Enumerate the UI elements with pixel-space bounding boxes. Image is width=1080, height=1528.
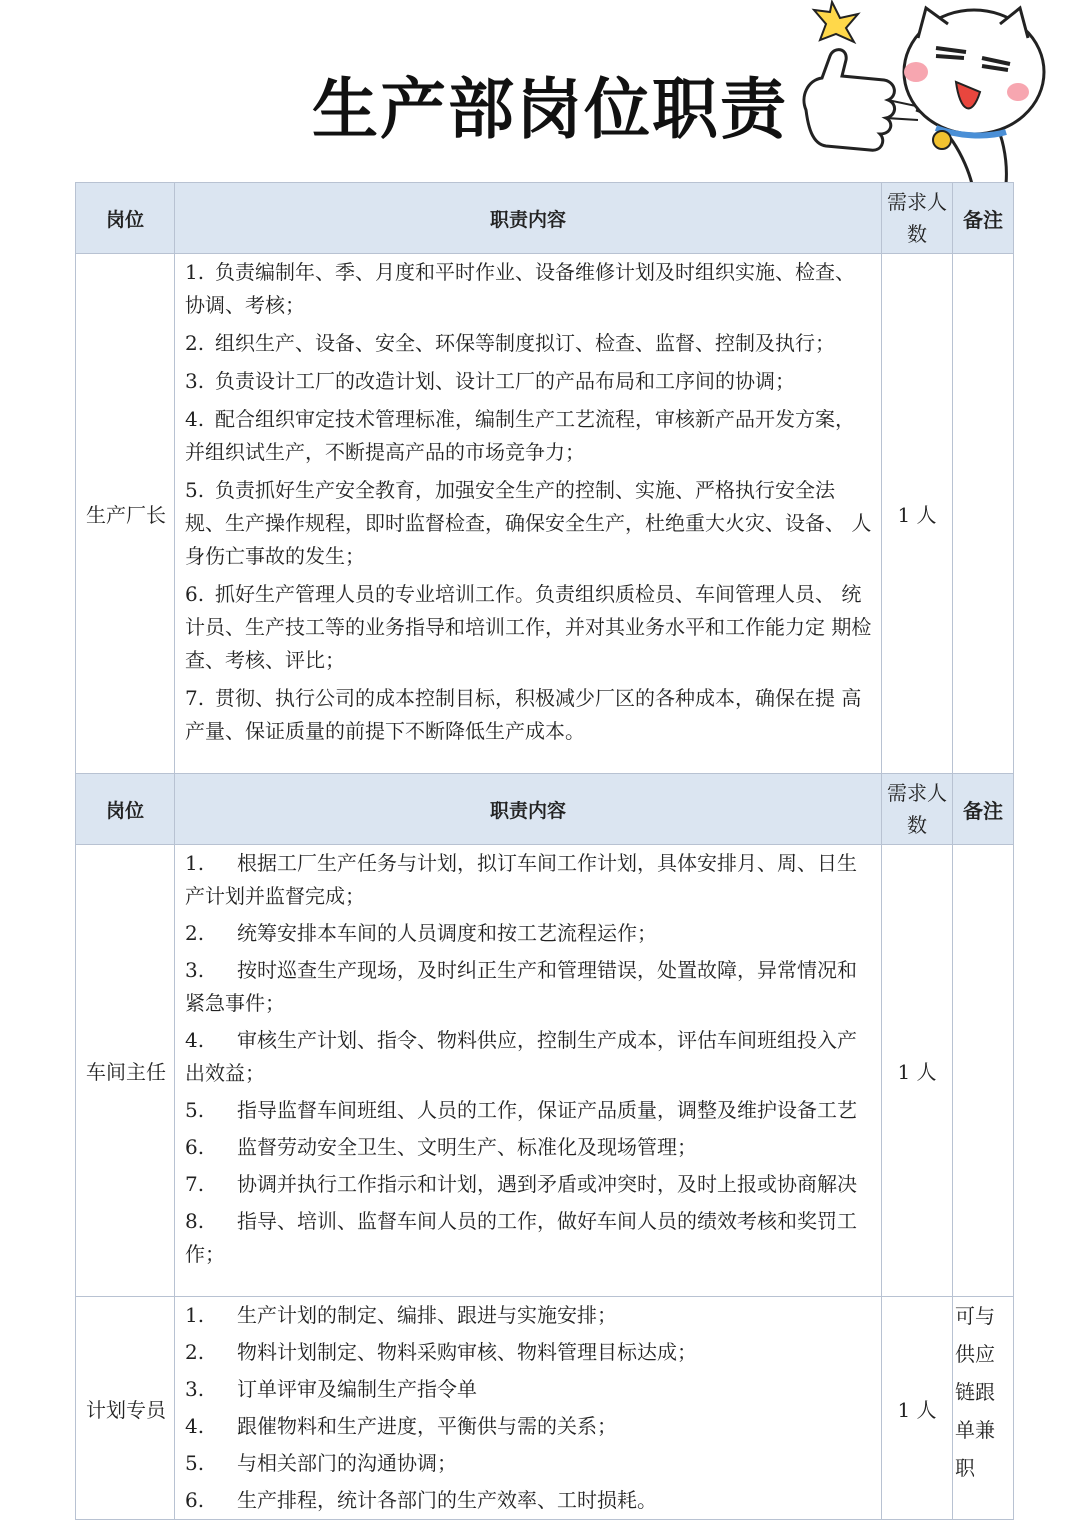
duty-item: 5. 负责抓好生产安全教育，加强安全生产的控制、实施、严格执行安全法 规、生产操作规程，即时监督检查，确保安全生产，杜绝重大火灾、设备、 人身伤亡事故的发生；: [185, 478, 872, 568]
duty-item: 4. 跟催物料和生产进度，平衡供与需的关系；: [185, 1414, 617, 1438]
table-row-planning-specialist: [76, 1297, 1014, 1520]
table-header-row: [76, 183, 1014, 254]
duty-item: 2. 统筹安排本车间的人员调度和按工艺流程运作；: [185, 921, 657, 945]
cartoon-cat-thumbs-up-icon: [796, 0, 1056, 184]
duty-item: 6. 抓好生产管理人员的专业培训工作。负责组织质检员、车间管理人员、 统计员、生产技工等的业务指导和培训工作，并对其业务水平和工作能力定 期检查、考核、评比；: [185, 582, 872, 672]
duties-list: [185, 256, 877, 748]
duty-item: 2. 物料计划制定、物料采购审核、物料管理目标达成；: [185, 1340, 697, 1364]
header-note: 备注: [953, 183, 1014, 254]
duties-list: [185, 847, 877, 1271]
duties-cell: [175, 1297, 882, 1520]
duty-item: 3. 负责设计工厂的改造计划、设计工厂的产品布局和工序间的协调；: [185, 369, 795, 393]
duties-cell: [175, 254, 882, 774]
header-duties: 职责内容: [175, 183, 882, 254]
duty-item: 3. 按时巡查生产现场，及时纠正生产和管理错误，处置故障，异常情况和 紧急事件；: [185, 958, 857, 1015]
duty-item: 4. 配合组织审定技术管理标准，编制生产工艺流程，审核新产品开发方案， 并组织试生产，不断提高产品的市场竞争力；: [185, 407, 855, 464]
need-count: 1 人: [882, 845, 953, 1297]
note-cell: [953, 845, 1014, 1297]
duties-list: [185, 1299, 877, 1517]
duty-item: 1. 根据工厂生产任务与计划，拟订车间工作计划，具体安排月、周、日生 产计划并监督完成；: [185, 851, 857, 908]
page-title: 生产部岗位职责: [312, 71, 788, 148]
duty-item: 7. 协调并执行工作指示和计划，遇到矛盾或冲突时，及时上报或协商解决: [185, 1172, 857, 1196]
header-need: 需求人数: [882, 183, 953, 254]
duties-table-container: [75, 182, 1013, 1520]
duty-item: 7. 贯彻、执行公司的成本控制目标，积极减少厂区的各种成本，确保在提 高产量、保证质量的前提下不断降低生产成本。: [185, 686, 862, 743]
position-cell: 车间主任: [76, 845, 175, 1297]
header-need: 需求人数: [882, 774, 953, 845]
header-position: 岗位: [76, 183, 175, 254]
table-header-row: [76, 774, 1014, 845]
duty-item: 5. 与相关部门的沟通协调；: [185, 1451, 457, 1475]
header-position: 岗位: [76, 774, 175, 845]
table-row-factory-director: [76, 254, 1014, 774]
duty-item: 8. 指导、培训、监督车间人员的工作，做好车间人员的绩效考核和奖罚工 作；: [185, 1209, 857, 1266]
need-count: 1 人: [882, 1297, 953, 1520]
duty-item: 4. 审核生产计划、指令、物料供应，控制生产成本，评估车间班组投入产 出效益；: [185, 1028, 857, 1085]
duty-item: 6. 监督劳动安全卫生、文明生产、标准化及现场管理；: [185, 1135, 697, 1159]
position-cell: 生产厂长: [76, 254, 175, 774]
duties-cell: [175, 845, 882, 1297]
duty-item: 2. 组织生产、设备、安全、环保等制度拟订、检查、监督、控制及执行；: [185, 331, 835, 355]
need-count: 1 人: [882, 254, 953, 774]
table-row-workshop-director: [76, 845, 1014, 1297]
duties-table: [75, 182, 1014, 1520]
header-note: 备注: [953, 774, 1014, 845]
duty-item: 1. 负责编制年、季、月度和平时作业、设备维修计划及时组织实施、检查、 协调、考核；: [185, 260, 855, 317]
note-cell: 可与供应链跟单兼职: [953, 1297, 1014, 1520]
position-cell: 计划专员: [76, 1297, 175, 1520]
header-duties: 职责内容: [175, 774, 882, 845]
note-cell: [953, 254, 1014, 774]
duty-item: 6. 生产排程，统计各部门的生产效率、工时损耗。: [185, 1488, 657, 1512]
duty-item: 5. 指导监督车间班组、人员的工作，保证产品质量，调整及维护设备工艺: [185, 1098, 857, 1122]
duty-item: 1. 生产计划的制定、编排、跟进与实施安排；: [185, 1303, 617, 1327]
duty-item: 3. 订单评审及编制生产指令单: [185, 1377, 477, 1401]
